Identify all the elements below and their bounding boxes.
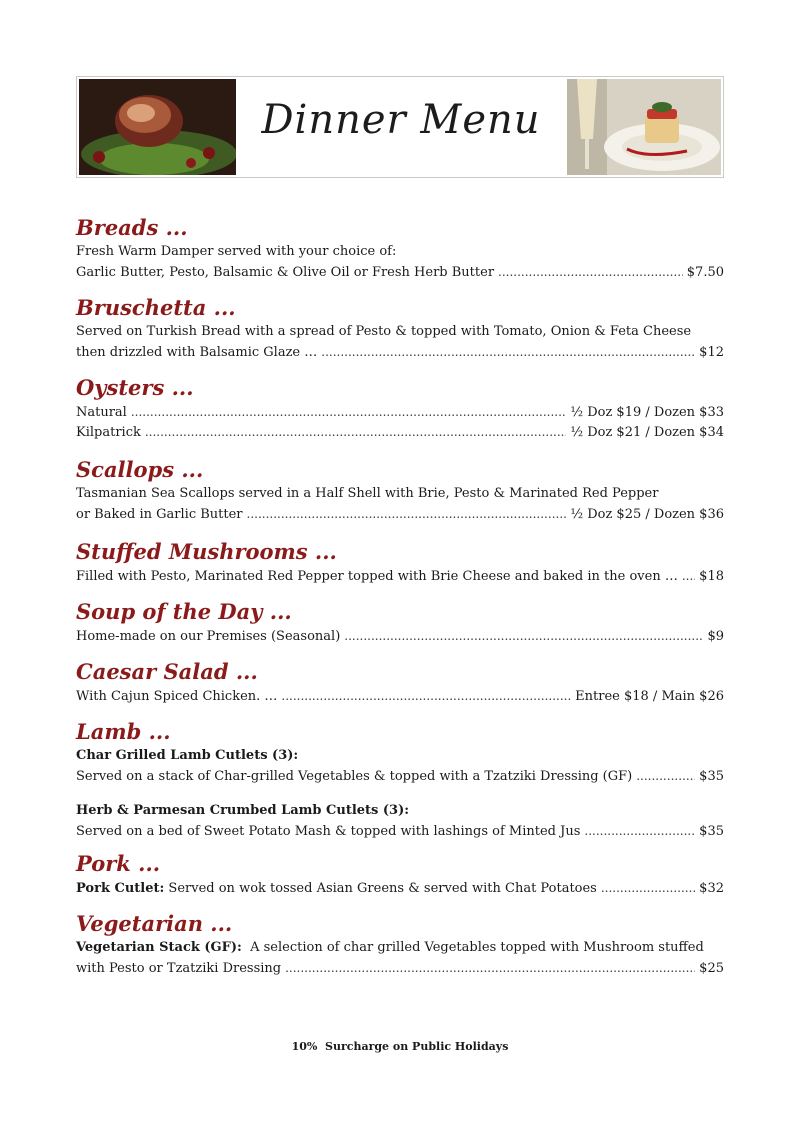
menu-item-line xyxy=(76,566,724,586)
item-price: $12 xyxy=(699,345,724,360)
menu-item-line xyxy=(76,262,724,282)
dot-leader xyxy=(131,402,567,422)
dot-leader xyxy=(682,566,695,586)
item-title: Vegetarian Stack (GF): xyxy=(76,940,242,955)
menu-header xyxy=(76,76,724,178)
section-heading: Oysters ... xyxy=(76,375,194,400)
section-bruschetta xyxy=(76,294,724,362)
dot-leader xyxy=(584,821,695,841)
item-price: $25 xyxy=(699,961,724,976)
item-description: Home-made on our Premises (Seasonal) xyxy=(76,629,341,644)
menu-item-line xyxy=(76,626,724,646)
item-description: Garlic Butter, Pesto, Balsamic & Olive Oil or Fresh Herb Butter xyxy=(76,265,495,280)
item-name: Kilpatrick xyxy=(76,425,141,440)
item-price: $35 xyxy=(699,769,724,784)
item-description: Filled with Pesto, Marinated Red Pepper topped with Brie Cheese and baked in the oven … xyxy=(76,569,678,584)
dot-leader xyxy=(281,686,571,706)
section-scallops xyxy=(76,456,724,524)
dot-leader xyxy=(344,626,703,646)
dot-leader xyxy=(498,262,683,282)
section-heading: Vegetarian ... xyxy=(76,911,233,936)
item-description: or Baked in Garlic Butter xyxy=(76,507,243,522)
food-photo-left xyxy=(79,79,236,175)
menu-item-line xyxy=(76,958,724,978)
dot-leader xyxy=(321,342,695,362)
section-lamb xyxy=(76,718,724,841)
item-price: Entree $18 / Main $26 xyxy=(575,689,724,704)
item-price: ½ Doz $19 / Dozen $33 xyxy=(570,405,724,420)
item-description: Served on Turkish Bread with a spread of Pesto & topped with Tomato, Onion & Feta Cheese xyxy=(76,324,692,339)
section-heading: Caesar Salad ... xyxy=(76,659,258,684)
section-heading: Lamb ... xyxy=(76,719,171,744)
item-description: with Pesto or Tzatziki Dressing xyxy=(76,961,282,976)
item-description: then drizzled with Balsamic Glaze … xyxy=(76,345,318,360)
dot-leader xyxy=(145,422,567,442)
menu-item-line xyxy=(76,504,724,524)
section-heading: Scallops ... xyxy=(76,457,204,482)
section-stuffed-mushrooms xyxy=(76,538,724,586)
section-heading: Soup of the Day ... xyxy=(76,599,292,624)
dot-leader xyxy=(601,878,695,898)
item-title: Pork Cutlet: xyxy=(76,881,165,896)
item-title: Char Grilled Lamb Cutlets (3): xyxy=(76,748,299,763)
section-vegetarian xyxy=(76,910,724,978)
item-price: $18 xyxy=(699,569,724,584)
menu-item-line xyxy=(76,878,724,898)
item-name: Natural xyxy=(76,405,127,420)
item-description: Tasmanian Sea Scallops served in a Half Shell with Brie, Pesto & Marinated Red Pepper xyxy=(76,486,659,501)
section-pork xyxy=(76,850,724,898)
surcharge-note: 10% Surcharge on Public Holidays xyxy=(291,1040,509,1053)
item-description xyxy=(76,938,724,958)
item-price: $7.50 xyxy=(686,265,724,280)
dot-leader xyxy=(247,504,567,524)
item-price: $32 xyxy=(699,881,724,896)
item-description: Fresh Warm Damper served with your choice of: xyxy=(76,244,397,259)
item-price: $9 xyxy=(707,629,724,644)
menu-item-line xyxy=(76,821,724,841)
menu-item-line xyxy=(76,686,724,706)
food-photo-right xyxy=(567,79,721,175)
dot-leader xyxy=(636,766,695,786)
section-caesar-salad xyxy=(76,658,724,706)
section-heading: Bruschetta ... xyxy=(76,295,236,320)
dot-leader xyxy=(285,958,695,978)
item-detail: A selection of char grilled Vegetables topped with Mushroom stuffed xyxy=(241,940,704,955)
item-title: Herb & Parmesan Crumbed Lamb Cutlets (3): xyxy=(76,803,410,818)
section-heading: Pork ... xyxy=(76,851,161,876)
item-description: With Cajun Spiced Chicken. … xyxy=(76,689,278,704)
menu-item-line xyxy=(76,402,724,422)
section-oysters xyxy=(76,374,724,442)
item-description: Served on a stack of Char-grilled Vegetables & topped with a Tzatziki Dressing (GF) xyxy=(76,769,633,784)
section-heading: Stuffed Mushrooms ... xyxy=(76,539,337,564)
menu-title: Dinner Menu xyxy=(261,97,541,143)
menu-item-line xyxy=(76,766,724,786)
section-heading: Breads ... xyxy=(76,215,188,240)
item-detail: Served on wok tossed Asian Greens & served with Chat Potatoes xyxy=(164,881,597,896)
item-description: Served on a bed of Sweet Potato Mash & topped with lashings of Minted Jus xyxy=(76,824,581,839)
section-breads xyxy=(76,214,724,282)
item-price: ½ Doz $21 / Dozen $34 xyxy=(570,425,724,440)
item-price: $35 xyxy=(699,824,724,839)
menu-item-line xyxy=(76,422,724,442)
section-soup xyxy=(76,598,724,646)
menu-item-line xyxy=(76,342,724,362)
item-price: ½ Doz $25 / Dozen $36 xyxy=(570,507,724,522)
item-description xyxy=(76,879,597,899)
